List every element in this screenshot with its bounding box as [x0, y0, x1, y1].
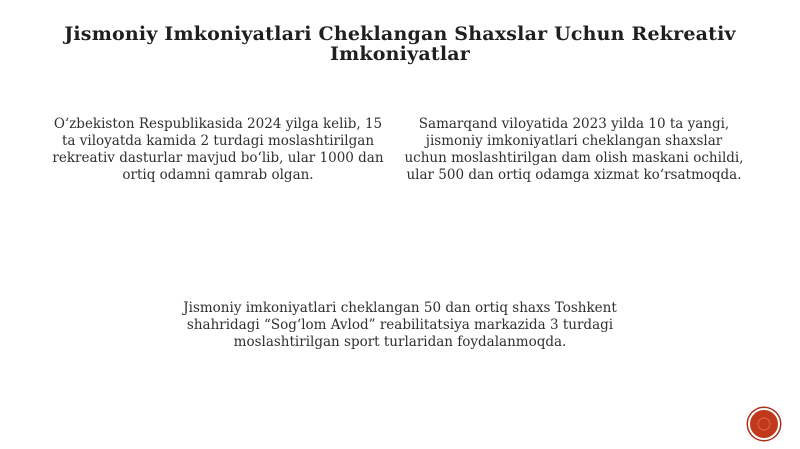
- slide-title: Jismoniy Imkoniyatlari Cheklangan Shaxslar Uchun Rekreativ Imkoniyatlar: [64, 23, 736, 65]
- next-slide-icon: [757, 417, 771, 431]
- bottom-text-block: Jismoniy imkoniyatlari cheklangan 50 dan ortiq shaxs Toshkent shahridagi “Sog‘lom Avlod” reabilitatsiya markazida 3 turdagi moslashtirilgan sport turlaridan foydalanmoqda.: [183, 300, 617, 350]
- left-text-block: O‘zbekiston Respublikasida 2024 yilga kelib, 15 ta viloyatda kamida 2 turdagi moslashtirilgan rekreativ dasturlar mavjud bo‘lib, ular 1000 dan ortiq odamni qamrab olgan.: [52, 116, 384, 183]
- next-slide-button[interactable]: [748, 408, 780, 440]
- right-text-block: Samarqand viloyatida 2023 yilda 10 ta yangi, jismoniy imkoniyatlari cheklangan shaxslar uchun moslashtirilgan dam olish maskani ochildi, ular 500 dan ortiq odamga xizmat ko‘rsatmoqda.: [404, 116, 744, 183]
